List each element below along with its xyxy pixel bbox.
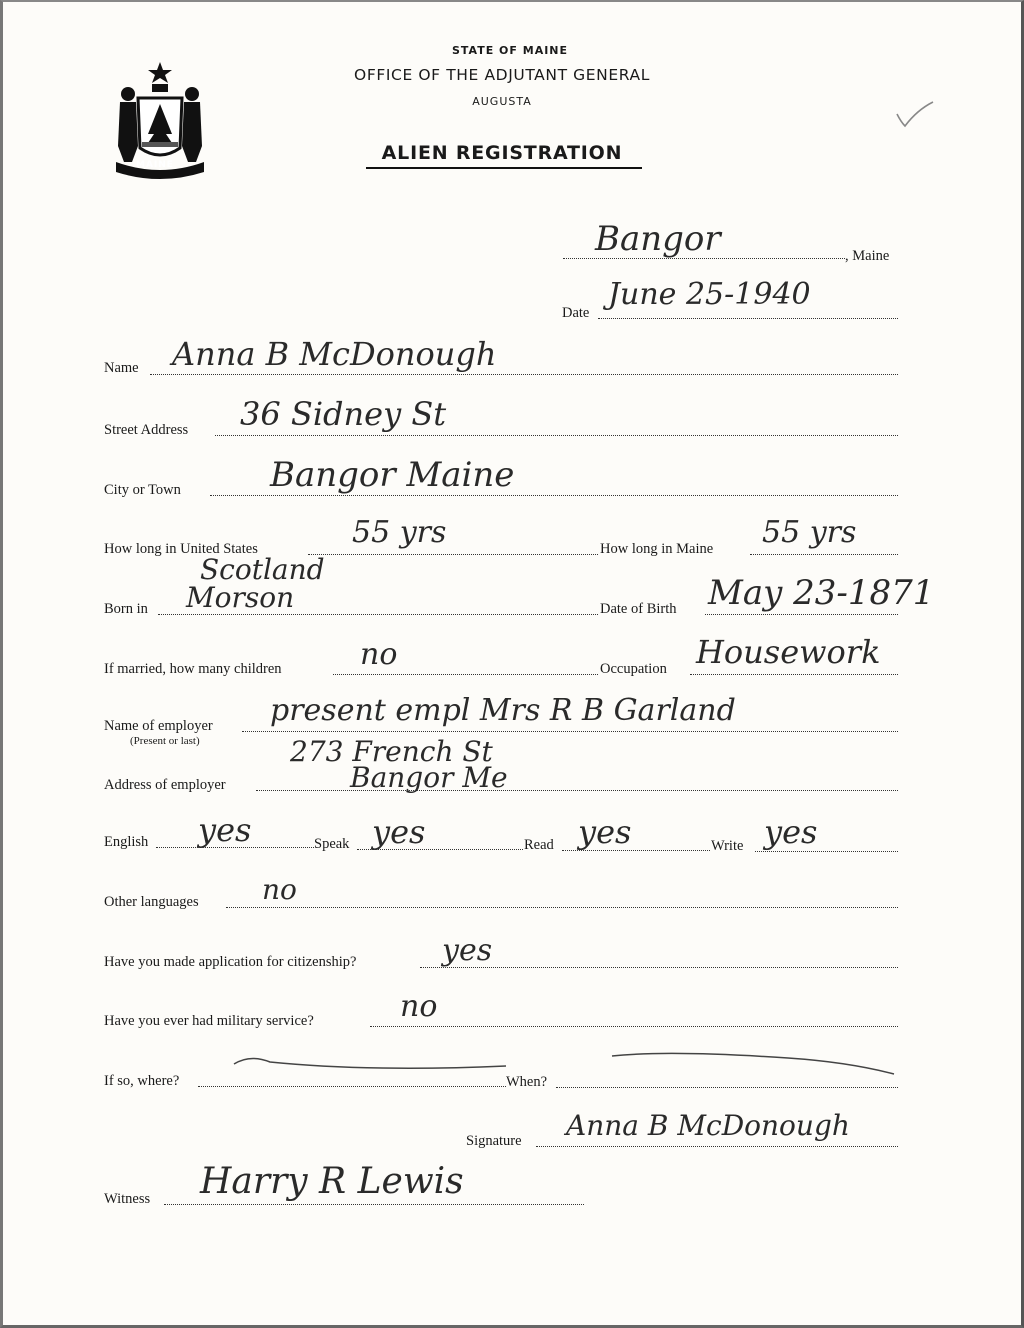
header-state: STATE OF MAINE xyxy=(451,44,569,57)
signature-entry: Anna B McDonough xyxy=(566,1109,850,1142)
street-address-label: Street Address xyxy=(104,422,189,438)
read-line xyxy=(562,850,710,851)
employer-name-entry: present empl Mrs R B Garland xyxy=(270,693,736,728)
date-of-birth-label: Date of Birth xyxy=(600,601,677,617)
signature-label: Signature xyxy=(466,1133,522,1149)
how-long-us-line xyxy=(308,554,598,555)
when-blank-stroke xyxy=(608,1048,898,1076)
born-in-line xyxy=(158,614,598,615)
citizenship-entry: yes xyxy=(442,933,493,968)
speak-entry: yes xyxy=(372,813,426,851)
date-of-birth-entry: May 23-1871 xyxy=(708,573,935,613)
occupation-line xyxy=(690,674,898,675)
place-line xyxy=(563,258,845,259)
date-entry: June 25-1940 xyxy=(608,277,811,312)
read-entry: yes xyxy=(578,813,632,851)
how-long-maine-label: How long in Maine xyxy=(600,541,714,557)
born-in-entry: Morson xyxy=(186,581,295,614)
occupation-label: Occupation xyxy=(600,661,667,677)
write-line xyxy=(755,851,898,852)
employer-name-label: Name of employer xyxy=(104,718,213,734)
name-label: Name xyxy=(104,360,139,376)
military-line xyxy=(370,1026,898,1027)
witness-entry: Harry R Lewis xyxy=(200,1161,464,1202)
when-line xyxy=(556,1087,898,1088)
born-country-entry: Scotland xyxy=(200,553,325,586)
page-title: ALIEN REGISTRATION xyxy=(381,142,623,164)
other-languages-line xyxy=(226,907,898,908)
header-office: OFFICE OF THE ADJUTANT GENERAL xyxy=(354,66,650,84)
title-underline xyxy=(366,167,642,169)
english-label: English xyxy=(104,834,149,850)
military-label: Have you ever had military service? xyxy=(104,1013,314,1029)
how-long-us-entry: 55 yrs xyxy=(352,515,447,550)
signature-line xyxy=(536,1146,898,1147)
children-line xyxy=(333,674,598,675)
maine-label: , Maine xyxy=(845,248,890,264)
how-long-maine-line xyxy=(750,554,898,555)
city-line xyxy=(210,495,898,496)
name-entry: Anna B McDonough xyxy=(172,335,497,373)
employer-address-entry-2: Bangor Me xyxy=(350,761,508,794)
header-city: AUGUSTA xyxy=(472,95,532,108)
seal-text: MAINE xyxy=(136,160,174,170)
check-mark-icon xyxy=(895,100,935,130)
how-long-maine-entry: 55 yrs xyxy=(762,515,857,550)
military-entry: no xyxy=(400,989,438,1024)
write-entry: yes xyxy=(764,813,818,851)
write-label: Write xyxy=(711,838,744,854)
read-label: Read xyxy=(524,837,554,853)
city-entry: Bangor Maine xyxy=(270,455,515,495)
city-label: City or Town xyxy=(104,482,181,498)
born-in-label: Born in xyxy=(104,601,148,617)
name-line xyxy=(150,374,898,375)
where-label: If so, where? xyxy=(104,1073,180,1089)
citizenship-line xyxy=(420,967,898,968)
other-languages-entry: no xyxy=(262,873,297,906)
speak-label: Speak xyxy=(314,836,350,852)
how-long-us-label: How long in United States xyxy=(104,541,258,557)
employer-sub-label: (Present or last) xyxy=(130,735,200,747)
children-entry: no xyxy=(360,637,398,672)
when-label: When? xyxy=(506,1074,548,1090)
date-line xyxy=(598,318,898,319)
employer-address-label: Address of employer xyxy=(104,777,226,793)
citizenship-label: Have you made application for citizenship? xyxy=(104,954,357,970)
street-address-entry: 36 Sidney St xyxy=(240,395,447,433)
english-entry: yes xyxy=(198,811,252,849)
children-label: If married, how many children xyxy=(104,661,282,677)
place-entry: Bangor xyxy=(595,219,721,259)
other-languages-label: Other languages xyxy=(104,894,199,910)
date-label: Date xyxy=(562,305,590,321)
speak-line xyxy=(357,849,523,850)
employer-name-line xyxy=(242,731,898,732)
street-address-line xyxy=(215,435,898,436)
occupation-entry: Housework xyxy=(696,633,881,671)
where-line xyxy=(198,1086,506,1087)
employer-address-entry-1: 273 French St xyxy=(290,735,493,768)
employer-address-line xyxy=(256,790,898,791)
witness-line xyxy=(164,1204,584,1205)
date-of-birth-line xyxy=(705,614,898,615)
witness-label: Witness xyxy=(104,1191,151,1207)
english-line xyxy=(156,847,314,848)
where-blank-stroke xyxy=(230,1052,510,1076)
